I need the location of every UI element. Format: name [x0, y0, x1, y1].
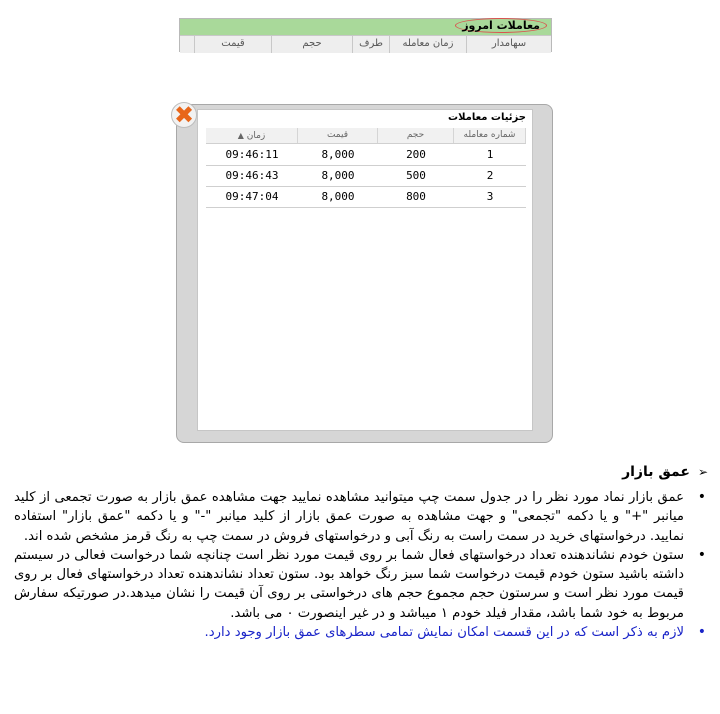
cell-time: 09:46:43 [225, 169, 279, 182]
list-item [14, 623, 710, 642]
cell-number: 2 [486, 169, 494, 182]
cell-price: 8,000 [321, 190, 355, 203]
section-heading-text: عمق بازار [622, 464, 690, 480]
sort-arrow-icon: ▲ [237, 131, 244, 140]
cell-volume: 200 [406, 148, 426, 161]
bullet-icon: • [697, 489, 706, 505]
list-item [14, 546, 710, 623]
cell-number: 1 [486, 148, 494, 161]
trade-details-title: جزئیات معاملات [448, 112, 526, 123]
list-item-text: ستون خودم نشاندهنده تعداد درخواستهای فعال شما بر روی قیمت مورد نظر است چنانچه شما درخواست فعالی در سیستم داشته باشید ستون خودم قیمت درخواست شما سبز رنگ خواهد بود. ستون تعداد نشاندهنده تعداد درخواستهای فعال بر روی قیمت مورد نظر است و سرستون حجم مجموع حجم های درخواستی بر روی آن قیمت را نشان میدهد.در صورتیکه سفارش مربوط به خود شما باشد، مقدار فیلد خودم ۱ میباشد و در غیر اینصورت ۰ می باشد. [14, 547, 684, 621]
trades-today-header [180, 35, 551, 53]
list-item [14, 488, 710, 546]
market-depth-section [14, 462, 710, 642]
cell-price: 8,000 [321, 148, 355, 161]
column-header-shareholder[interactable]: سهامدار [466, 36, 551, 53]
section-heading [14, 462, 708, 482]
bullet-list [14, 488, 710, 642]
column-header-price[interactable]: قیمت [194, 36, 271, 53]
column-header-volume[interactable]: حجم [378, 128, 454, 143]
close-button[interactable] [171, 102, 197, 128]
column-header-side[interactable]: طرف [352, 36, 389, 53]
trade-details-header [206, 128, 526, 144]
column-header-volume[interactable]: حجم [271, 36, 352, 53]
table-row[interactable] [206, 187, 526, 208]
cell-number: 3 [486, 190, 494, 203]
list-item-text: لازم به ذکر است که در این قسمت امکان نمایش تمامی سطرهای عمق بازار وجود دارد. [204, 625, 684, 641]
cell-time: 09:47:04 [225, 190, 279, 203]
column-header-time[interactable] [206, 128, 298, 143]
arrow-bullet-icon: ➢ [697, 465, 708, 479]
bullet-icon: • [697, 624, 706, 641]
trades-today-title: معاملات امروز [455, 18, 547, 33]
bullet-icon: • [697, 546, 706, 563]
column-header-trade-number[interactable]: شماره معامله [454, 128, 526, 143]
list-item-text: عمق بازار نماد مورد نظر را در جدول سمت چپ میتوانید مشاهده نمایید جهت مشاهده عمق بازار به صورت تجمعی از کلید میانبر "+" و یا دکمه "تجمعی" و جهت مشاهده به صورت عمق بازار از کلید میانبر "-" و یا دکمه "عمق بازار" استفاده نمایید. درخواستهای خرید در سمت راست به رنگ آبی و درخواستهای فروش در سمت چپ به رنگ قرمز مشخص شده اند. [14, 490, 684, 544]
column-header-price[interactable]: قیمت [298, 128, 378, 143]
column-header-trade-time[interactable]: زمان معامله [389, 36, 466, 53]
cell-price: 8,000 [321, 169, 355, 182]
column-header-time-label: زمان [246, 131, 266, 141]
trades-today-title-bar [180, 19, 551, 35]
cell-time: 09:46:11 [225, 148, 279, 161]
cell-volume: 500 [406, 169, 426, 182]
cell-volume: 800 [406, 190, 426, 203]
trades-today-table [179, 18, 552, 52]
trade-details-panel [197, 109, 533, 431]
table-row[interactable] [206, 145, 526, 166]
close-x-icon: ✖ [174, 101, 195, 129]
table-row[interactable] [206, 166, 526, 187]
trade-details-window [174, 101, 553, 443]
